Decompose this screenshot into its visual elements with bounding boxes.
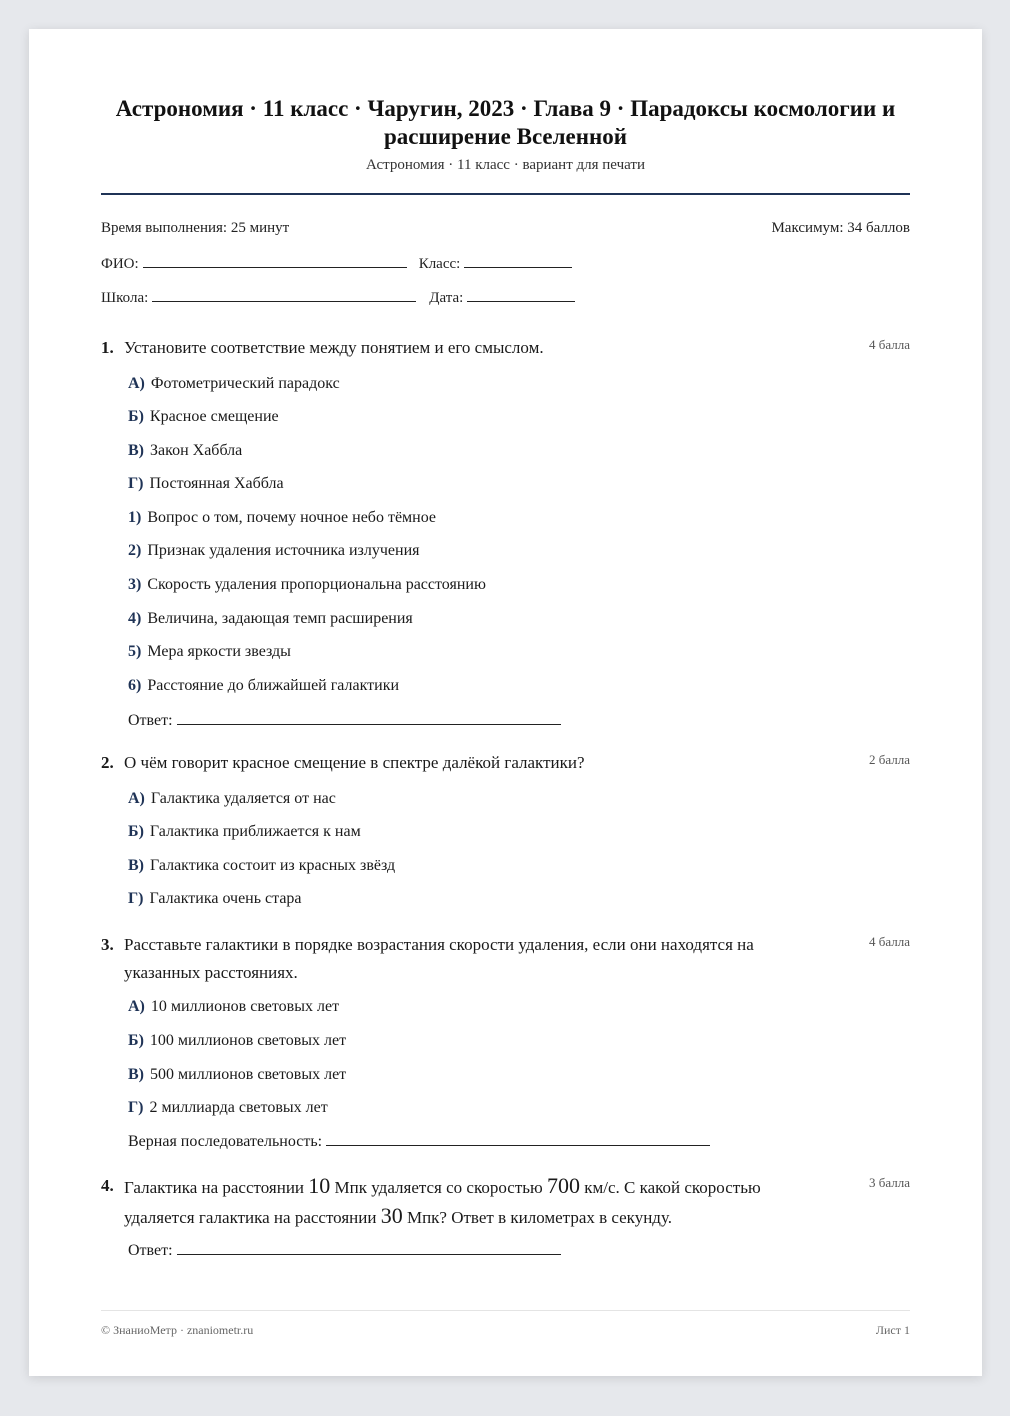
option-key: 1) <box>128 509 142 526</box>
option-key: Б) <box>128 408 144 425</box>
max-score: Максимум: 34 баллов <box>771 220 910 236</box>
option-text: Расстояние до ближайшей галактики <box>147 677 400 694</box>
school-fields-row <box>101 287 910 307</box>
question-header <box>101 931 910 987</box>
question-text: О чём говорит красное смещение в спектре далёкой галактики? <box>124 753 585 772</box>
option-item <box>128 789 336 809</box>
answer-field[interactable] <box>177 1240 561 1255</box>
option-key: 3) <box>128 576 142 593</box>
text-part: Мпк удаляется со скоростью <box>330 1178 547 1197</box>
option-item <box>128 997 339 1017</box>
school-label: Школа: <box>101 290 149 306</box>
answer-row <box>128 1240 561 1260</box>
time-limit: Время выполнения: 25 минут <box>101 220 290 236</box>
class-field[interactable] <box>464 253 572 268</box>
header-divider <box>101 193 910 195</box>
speed-value: 700 <box>546 1173 580 1198</box>
option-item <box>128 889 302 909</box>
option-item <box>128 508 436 528</box>
option-key: А) <box>128 790 145 807</box>
option-text: Скорость удаления пропорциональна расстоянию <box>147 576 486 593</box>
fio-label: ФИО: <box>101 256 139 272</box>
option-text: 500 миллионов световых лет <box>150 1066 347 1083</box>
option-item <box>128 676 399 696</box>
option-text: Вопрос о том, почему ночное небо тёмное <box>147 509 437 526</box>
option-text: Фотометрический парадокс <box>150 375 340 392</box>
option-item <box>128 374 340 394</box>
option-item <box>128 856 395 876</box>
fio-field[interactable] <box>143 253 407 268</box>
question-text <box>124 1172 800 1232</box>
option-item <box>128 822 361 842</box>
option-text: Красное смещение <box>149 408 279 425</box>
question-header <box>101 749 910 777</box>
question-text: Установите соответствие между понятием и его смыслом. <box>124 338 544 357</box>
option-key: В) <box>128 442 144 459</box>
option-key: 4) <box>128 610 142 627</box>
page-header <box>101 95 910 174</box>
option-text: Признак удаления источника излучения <box>147 542 420 559</box>
option-item <box>128 609 413 629</box>
page-number: Лист 1 <box>875 1323 910 1337</box>
question-header <box>101 1172 910 1232</box>
option-key: Г) <box>128 475 144 492</box>
option-item <box>128 441 242 461</box>
option-item <box>128 1065 346 1085</box>
question-1 <box>101 334 910 734</box>
option-text: 100 миллионов световых лет <box>149 1032 347 1049</box>
question-text: Расставьте галактики в порядке возрастания скорости удаления, если они находятся на указанных расстояниях. <box>124 935 754 982</box>
question-header <box>101 334 910 362</box>
question-points: 4 балла <box>869 337 910 352</box>
date-label: Дата: <box>429 290 464 306</box>
page-subtitle: Астрономия · 11 класс · вариант для печати <box>366 157 645 173</box>
option-key: В) <box>128 857 144 874</box>
option-item <box>128 474 284 494</box>
question-number: 4. <box>101 1176 114 1195</box>
option-text: 10 миллионов световых лет <box>150 998 340 1015</box>
option-item <box>128 642 291 662</box>
option-item <box>128 541 419 561</box>
worksheet-page <box>29 29 982 1376</box>
option-key: А) <box>128 375 145 392</box>
answer-label: Ответ: <box>128 712 173 729</box>
option-key: Г) <box>128 1099 144 1116</box>
footer-divider <box>101 1310 910 1311</box>
question-number: 2. <box>101 753 114 772</box>
meta-row <box>101 220 910 237</box>
option-text: 2 миллиарда световых лет <box>149 1099 328 1116</box>
option-key: А) <box>128 998 145 1015</box>
answer-row <box>128 1131 710 1151</box>
option-key: В) <box>128 1066 144 1083</box>
option-key: 6) <box>128 677 142 694</box>
option-item <box>128 407 279 427</box>
option-item <box>128 575 486 595</box>
option-item <box>128 1031 346 1051</box>
option-key: Б) <box>128 823 144 840</box>
footer-copyright: © ЗнаниоМетр · znaniometr.ru <box>101 1323 254 1337</box>
option-text: Закон Хаббла <box>150 442 243 459</box>
option-key: 2) <box>128 542 142 559</box>
answer-field[interactable] <box>177 710 561 725</box>
option-text: Мера яркости звезды <box>147 643 291 660</box>
text-part: км/с. С какой скоростью удаляется галактика на расстоянии <box>124 1178 761 1227</box>
class-label: Класс: <box>418 256 461 272</box>
question-2 <box>101 749 910 919</box>
question-points: 2 балла <box>869 752 910 767</box>
date-field[interactable] <box>467 287 575 302</box>
school-field[interactable] <box>152 287 416 302</box>
option-text: Величина, задающая темп расширения <box>147 610 413 627</box>
option-text: Галактика удаляется от нас <box>150 790 336 807</box>
question-points: 4 балла <box>869 934 910 949</box>
page-title: Астрономия · 11 класс · Чаругин, 2023 · Глава 9 · Парадоксы космологии и расширение Вселенной <box>115 96 896 149</box>
question-4 <box>101 1172 910 1272</box>
distance-value: 30 <box>380 1203 403 1228</box>
option-text: Галактика очень стара <box>149 890 302 907</box>
question-number: 3. <box>101 935 114 954</box>
option-item <box>128 1098 328 1118</box>
student-fields-row <box>101 253 910 273</box>
question-points: 3 балла <box>869 1175 910 1190</box>
sequence-label: Верная последовательность: <box>128 1133 323 1150</box>
page-footer <box>101 1323 910 1338</box>
sequence-field[interactable] <box>326 1131 710 1146</box>
text-part: Мпк? Ответ в километрах в секунду. <box>402 1208 672 1227</box>
text-part: Галактика на расстоянии <box>124 1178 309 1197</box>
option-key: 5) <box>128 643 142 660</box>
distance-value: 10 <box>308 1173 331 1198</box>
option-key: Г) <box>128 890 144 907</box>
option-text: Постоянная Хаббла <box>149 475 284 492</box>
option-text: Галактика состоит из красных звёзд <box>150 857 396 874</box>
question-number: 1. <box>101 338 114 357</box>
option-key: Б) <box>128 1032 144 1049</box>
option-text: Галактика приближается к нам <box>149 823 361 840</box>
answer-label: Ответ: <box>128 1242 173 1259</box>
question-3 <box>101 931 910 1161</box>
answer-row <box>128 710 561 730</box>
